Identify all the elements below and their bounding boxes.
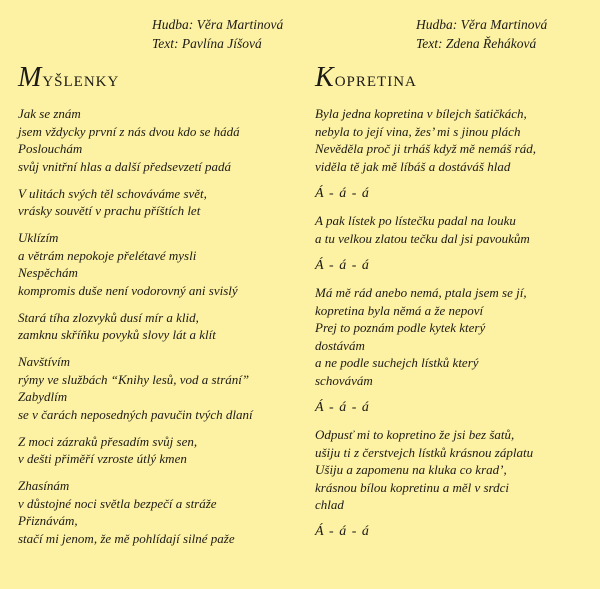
stanza — [18, 433, 303, 468]
lyrics-credit: Text: Zdena Řeháková — [416, 36, 537, 51]
song-title — [315, 62, 417, 94]
title-rest: yšlenky — [42, 67, 120, 91]
lyric-line: chlad — [315, 497, 344, 512]
stanza — [18, 353, 303, 423]
lyric-line: v dešti přiměří vzroste útlý kmen — [18, 451, 187, 466]
lyric-line: A pak lístek po lístečku padal na louku — [315, 213, 516, 228]
lyric-line: kopretina byla němá a že nepoví — [315, 302, 484, 318]
lyric-line: stačí mi jenom, že mě pohlídají silné paže — [18, 530, 235, 546]
song-credits — [152, 15, 283, 53]
lyric-line: krásnou bílou kopretinu a měl v srdci — [315, 479, 510, 495]
lyrics — [315, 105, 595, 551]
lyric-line: schovávám — [315, 372, 373, 388]
lyric-line: Prej to poznám podle kytek který — [315, 320, 486, 335]
song-credits — [416, 15, 547, 53]
lyric-line: a větrám nepokoje přelétavé mysli — [18, 247, 197, 263]
stanza — [18, 229, 303, 299]
title-initial: M — [18, 62, 43, 93]
lyric-line: Má mě rád anebo nemá, ptala jsem se jí, — [315, 285, 527, 300]
lyric-line: Zhasínám — [18, 478, 70, 493]
lyric-line: Odpusť mi to kopretino že jsi bez šatů, — [315, 427, 515, 442]
lyrics — [18, 105, 303, 557]
lyric-line: v důstojné noci světla bezpečí a stráže — [18, 495, 217, 511]
lyric-line: Jak se znám — [18, 106, 81, 121]
lyric-line: Nevěděla proč ji trháš když mě nemáš rád, — [315, 141, 536, 156]
stanza — [315, 105, 595, 175]
lyric-line: V ulitách svých těl schováváme svět, — [18, 185, 207, 201]
lyric-line: Byla jedna kopretina v bílejch šatičkách, — [315, 106, 527, 121]
lyric-line: Uklízím — [18, 230, 59, 245]
lyric-line: zamknu skříňku povyků slovy lát a klít — [18, 327, 216, 342]
refrain: Á - á - á — [315, 257, 370, 273]
refrain: Á - á - á — [315, 524, 370, 539]
title-initial: K — [315, 62, 335, 93]
lyric-line: jsem vždycky první z nás dvou kdo se hádá — [18, 123, 240, 139]
lyric-line: svůj vnitřní hlas a další předsevzetí padá — [18, 158, 232, 174]
lyric-line: viděla tě jak mě líbáš a dostáváš hlad — [315, 158, 511, 174]
lyric-line: Zabydlím — [18, 389, 68, 404]
title-rest: opretina — [334, 67, 417, 91]
stanza — [315, 212, 595, 247]
lyric-line: Přiznávám, — [18, 513, 78, 528]
lyric-line: Poslouchám — [18, 141, 83, 156]
lyric-line: nebyla to její vina, žes’ mi s jinou plách — [315, 123, 521, 139]
stanza — [18, 185, 303, 220]
lyric-line: Navštívím — [18, 354, 70, 369]
lyric-line: dostávám — [315, 337, 365, 353]
stanza — [18, 477, 303, 547]
song-title — [18, 62, 119, 94]
refrain: Á - á - á — [315, 185, 370, 201]
lyric-line: ušiju ti z čerstvejch lístků krásnou záplatu — [315, 444, 534, 460]
lyric-line: kompromis duše není vodorovný ani svislý — [18, 282, 238, 298]
lyric-line: Nespěchám — [18, 265, 78, 280]
lyric-line: Z moci zázraků přesadím svůj sen, — [18, 433, 198, 449]
stanza — [18, 309, 303, 344]
refrain: Á - á - á — [315, 399, 370, 415]
lyric-line: vrásky souvětí v prachu příštích let — [18, 203, 201, 218]
stanza — [315, 284, 595, 389]
lyric-line: Ušiju a zapomenu na kluka co krad’, — [315, 462, 507, 477]
lyric-line: a ne podle suchejch lístků který — [315, 355, 479, 370]
lyric-line: a tu velkou zlatou tečku dal jsi pavoukům — [315, 230, 530, 246]
lyric-line: Stará tíha zlozvyků dusí mír a klid, — [18, 309, 199, 325]
lyric-line: se v čarách neposedných pavučin tvých dlaní — [18, 406, 253, 422]
music-credit: Hudba: Věra Martinová — [416, 17, 548, 32]
music-credit: Hudba: Věra Martinová — [152, 17, 284, 32]
stanza — [315, 426, 595, 514]
lyrics-credit: Text: Pavlína Jíšová — [152, 36, 262, 51]
lyric-line: rýmy ve službách “Knihy lesů, vod a strání” — [18, 371, 250, 387]
stanza — [18, 105, 303, 175]
